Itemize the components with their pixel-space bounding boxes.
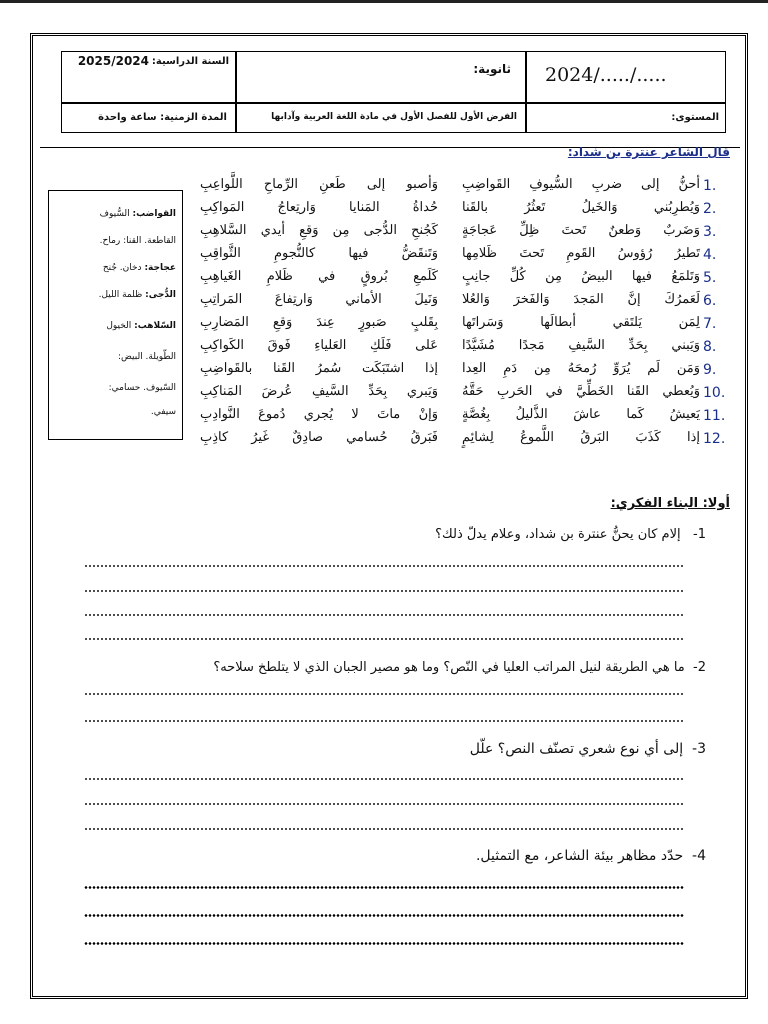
verse-ajuz: كَلَمعِ بُروقٍ في ظَلامِ الغَياهِبِ: [200, 269, 438, 284]
verse-ajuz: وَتَنقَضُّ فيها كالنُّجومِ الثَّواقِبِ: [200, 246, 438, 261]
vocabulary-meaning: دخان. جُنح: [102, 263, 142, 273]
vocabulary-meaning: القاطعة. القنا: رماح.: [99, 236, 176, 246]
vocabulary-line: [118, 352, 176, 362]
verse-ajuz: بِقَلبٍ صَبورٍ عِندَ وَقعِ المَضارِبِ: [200, 315, 438, 330]
question-3: [470, 741, 706, 757]
question-4: [476, 848, 706, 864]
school-year-label: السنة الدراسية:: [151, 56, 229, 67]
answer-line[interactable]: [84, 565, 684, 567]
verse-sadr: وَتَلمَعُ فيها البيضُ مِن كُلِّ جانِبٍ: [462, 269, 700, 284]
verse-ajuz: وَنَيلَ الأماني وَارتِفاعَ المَراتِبِ: [200, 292, 438, 307]
verse-number: 5.: [703, 270, 717, 286]
level-label: المستوى:: [671, 112, 719, 123]
answer-line[interactable]: [84, 886, 684, 889]
school-cell: [236, 51, 526, 103]
question-number: 1-: [693, 527, 706, 542]
verse-sadr: وَضَربٌ وَطعنٌ تَحتَ ظِلِّ عَجاجَةٍ: [462, 223, 700, 238]
poem-title: قال الشاعر عنترة بن شداد:: [567, 145, 730, 159]
vocabulary-meaning: السّيوف. حسامي:: [108, 383, 176, 393]
answer-line[interactable]: [84, 614, 684, 616]
vocabulary-line: [99, 290, 176, 300]
verse-sadr: وَيُعطي القَنا الخَطِّيَّ في الحَربِ حَقَّهُ: [462, 384, 700, 399]
answer-line[interactable]: [84, 638, 684, 640]
verse-number: 10.: [703, 385, 726, 401]
verse-sadr: إذا كَذَبَ البَرقُ اللَّموعُ لِشائِمٍ: [462, 430, 700, 445]
verse-number: 1.: [703, 178, 717, 194]
verse-number: 8.: [703, 339, 717, 355]
vocabulary-meaning: الطّويلة. البيض:: [117, 352, 176, 362]
vocabulary-meaning: سيفي.: [150, 407, 176, 417]
answer-line[interactable]: [84, 590, 684, 592]
duration-label: المدة الزمنية: ساعة واحدة: [98, 112, 227, 123]
verse-ajuz: وَإنْ ماتَ لا يُجري دُموعَ النَّوادِبِ: [200, 407, 438, 422]
answer-line[interactable]: [84, 914, 684, 917]
question-number: 3-: [692, 741, 706, 757]
question-text: حدّد مظاهر بيئة الشاعر، مع التمثيل.: [475, 848, 684, 864]
verse-number: 11.: [703, 408, 726, 424]
verse-sadr: وَيَبني بِحَدِّ السَّيفِ مَجدًا مُشَيَّدًا: [462, 338, 700, 353]
vocabulary-line: [106, 321, 176, 331]
question-text: إلى أي نوع شعري تصنّف النص؟ علّل: [469, 741, 684, 757]
vocabulary-meaning: الخيول: [106, 321, 132, 331]
level-cell: [526, 103, 726, 133]
verse-sadr: تَطيرُ رُؤوسُ القَومِ تَحتَ ظَلامِها: [462, 246, 700, 261]
vocabulary-meaning: ظلمة الليل.: [98, 290, 143, 300]
answer-line[interactable]: [84, 720, 684, 722]
duration-cell: [61, 103, 236, 133]
vocabulary-term: عجاجة:: [144, 263, 176, 273]
verse-ajuz: كَجُنحِ الدُّجى مِن وَقعِ أيدي السَّلاهِبِ: [200, 223, 438, 238]
school-year-value: 2025/2024: [77, 54, 149, 68]
verse-sadr: لَعَمرُكَ إنَّ المَجدَ وَالفَخرَ وَالعُلا: [462, 292, 700, 307]
vocabulary-line: [100, 209, 176, 219]
verse-ajuz: إذا اشتَبَكَت سُمرُ القَنا بالقَواضِبِ: [200, 361, 438, 376]
verse-sadr: وَيُطرِبُني وَالخَيلُ تَعثُرُ بالقَنا: [462, 200, 700, 215]
answer-line[interactable]: [84, 828, 684, 830]
verse-ajuz: حُداةُ المَنايا وَارتِعاجُ المَواكِبِ: [200, 200, 438, 215]
vocabulary-line: [103, 263, 176, 273]
verse-sadr: لِمَن يَلتَقي أبطالَها وَسَراتَها: [462, 315, 700, 330]
question-text: إلام كان يحنُّ عنترة بن شداد، وعلام يدلّ ذلك؟: [435, 527, 681, 542]
verse-sadr: يَعيشُ كَما عاشَ الذَّليلُ بِغُصَّةٍ: [462, 407, 700, 422]
question-number: 4-: [692, 848, 706, 864]
top-rule: [0, 0, 768, 3]
verse-sadr: وَمَن لَم يُرَوِّ رُمحَهُ مِن دَمِ العِدا: [462, 361, 700, 376]
date-value: 2024/...../.....: [545, 64, 667, 86]
answer-line[interactable]: [84, 942, 684, 945]
verse-number: 12.: [703, 431, 726, 447]
vocabulary-box: [48, 190, 183, 440]
date-cell: [526, 51, 726, 103]
exam-title: الفرض الأول للفصل الأول في مادة اللغة العربية وآدابها: [271, 112, 517, 122]
verse-sadr: أحنُّ إلى ضربِ السُّيوفِ القَواضِبِ: [462, 177, 700, 192]
verse-number: 9.: [703, 362, 717, 378]
verse-ajuz: فَبَرقُ حُسامي صادِقٌ غَيرُ كاذِبِ: [200, 430, 438, 445]
school-year-cell: [61, 51, 236, 103]
vocabulary-term: الدُّجى:: [145, 290, 176, 300]
verse-number: 4.: [703, 247, 717, 263]
verse-number: 7.: [703, 316, 717, 332]
section-title: أولا: البناء الفكري:: [610, 496, 730, 511]
vocabulary-line: [151, 407, 176, 417]
vocabulary-line: [109, 383, 176, 393]
verse-ajuz: عَلى فَلَكِ العَلياءِ فَوقَ الكَواكِبِ: [200, 338, 438, 353]
answer-line[interactable]: [84, 778, 684, 780]
verse-number: 2.: [703, 201, 717, 217]
verse-number: 3.: [703, 224, 717, 240]
answer-line[interactable]: [84, 803, 684, 805]
question-number: 2-: [693, 660, 706, 675]
question-text: ما هي الطريقة لنيل المراتب العليا في النّص؟ وما هو مصير الجبان الذي لا يتلطخ سلاحه؟: [213, 660, 685, 675]
vocabulary-term: القواضب:: [132, 209, 176, 219]
school-label: ثانوية:: [473, 62, 511, 76]
answer-line[interactable]: [84, 693, 684, 695]
vocabulary-term: السّلاهب:: [134, 321, 176, 331]
verse-number: 6.: [703, 293, 717, 309]
question-1: [435, 527, 706, 542]
vocabulary-line: [100, 236, 176, 246]
exam-title-cell: [236, 103, 526, 133]
verse-ajuz: وَأصبو إلى طَعنِ الرِّماحِ اللَّواعِبِ: [200, 177, 438, 192]
vocabulary-meaning: السُّيوف: [99, 209, 130, 219]
verse-ajuz: وَيَبري بِحَدِّ السَّيفِ عُرضَ المَناكِبِ: [200, 384, 438, 399]
question-2: [213, 660, 706, 675]
